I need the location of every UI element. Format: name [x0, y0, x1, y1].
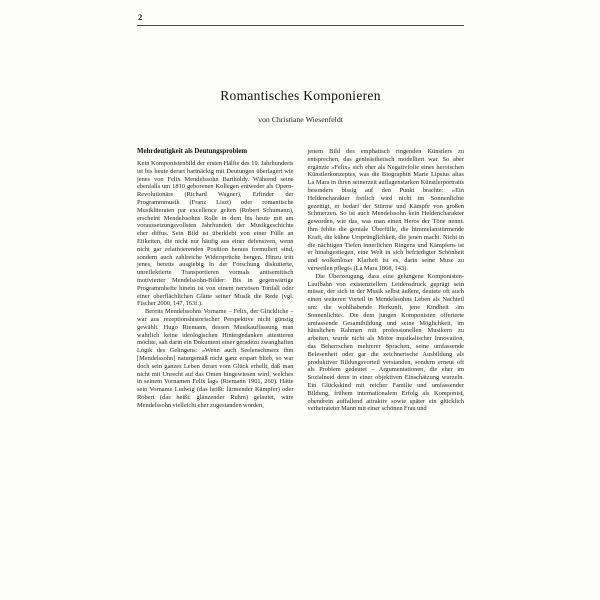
paragraph: jenem Bild des emphatisch ringenden Künstlers zu entsprechen, das genieästhetisch modelliert war. So aber ergänzte »Felix« sich eher als Negativfolie eines heroischen Künstlerkonzeptes, was die Biographin Marie Lipsius alias La Mara in ihren seinerzeit auflagenstarken Künstlerportraits besonders bissig auf den Punkt brachte: »Ein Heldencharakter freilich wird nicht im Sonnenlichte gezeitigt, er bedarf der Stürme und Kämpfe von großen Schmerzen. So ist auch Mendelssohn kein Heldencharakter geworden, wie das, was man einen Heros der Töne nennt. Ihm fehlte die geniale Überfülle, die himmelanstürmende Kraft, die kühne Ursprünglichkeit, die jenen macht. Nicht in die nächtigen Tiefen innerlichen Ringens und Kämpfens ist er hinabgestiegen, eine Welt in sich befriedigter Schönheit und wolkenloser Klarheit ist es, darin seine Muse zu verweilen pflegt« (La Mara 1868, 143).: [307, 148, 464, 272]
left-column: [137, 148, 294, 413]
page-content: [137, 12, 464, 413]
paragraph: Die Überzeugung, dass eine gelungene Komponisten-Laufbahn von existenziellem Leidensdruck geprägt sein müsse, der sich in der Musik selbst äußere, deutete oft auch einen weiteren Vorteil in Mendelssohns Leben als Nachteil um: die wohlhabende Herkunft, jene Kindheit ›im Sonnenlichte‹. Die dem jungen Komponisten offerierte umfassende Gesamtbildung und seine Möglichkeit, im häuslichen Rahmen mit professionellen Musikern zu arbeiten, wurde nicht als Motor musikalischer Innovation, das Beherrschen mehrerer Sprachen, seine umfassende Belesenheit oder gar die zeichnerische Ausbildung als produktiver Bildungsvorteil verstanden, sondern erneut oft als Problem gedeutet – Argumentationen, die eher im Sozialneid denn in einer objektiven Einschätzung wurzeln. Ein Glückskind mit reicher Familie und umfassender Bildung, frühem internationalem Erfolg als Komponist, obendrein auffallend attraktiv sowie später ein glücklich verheirateter Mann mit einer schönen Frau und: [307, 272, 464, 413]
section-heading: Mehrdeutigkeit als Deutungsproblem: [137, 148, 248, 155]
article-title: Romantisches Komponieren: [220, 88, 381, 103]
text-columns: [137, 148, 464, 413]
paragraph: Kein Komponistenbild der ersten Hälfte des 19. Jahrhunderts ist bis heute derart hartnäckig mit Deutungen überlagert wie jenes von Felix Mendelssohn Bartholdy. Während seine ebenfalls um 1810 geborenen Kollegen entweder als Opern-Revolutionäre (Richard Wagner), Erfinder der Programmmusik (Franz Liszt) oder romantische Musikliteraten par excellence gelten (Robert Schumann), erscheint Mendelssohns Rolle in dem bis heute mit am voraussetzungsvollsten Jahrhundert der Musikgeschichte eher diffus. Sein Bild ist überklebt von einer Fülle an Etiketten, die nicht nur häufig aus einer defensiven, wenn nicht gar relativierenden Position heraus formuliert sind, sondern auch zahlreiche Widersprüche bergen. Hinzu tritt jenes, bereits ausgiebig in der Forschung diskutierte, unreflektierte Transportieren vormals antisemitisch motivierter Mendelssohn-Bilder: Bis in gegenwärtige Programmhefte hinein ist von einem nervösen Tonfall oder einer oberflächlichen Glätte seiner Musik die Rede (vgl. Fischer 2000, 147, 163f.).: [137, 160, 294, 308]
right-column: [308, 148, 465, 413]
paragraph: Bereits Mendelssohns Vorname – Felix, der Glückliche – war aus rezeptionshistorischer Perspektive nicht günstig gewählt. Hugo Riemann, dessen Musikauffassung man wahrlich keine ideologischen Hintergedanken attestieren möchte, sah darin ein Dokument einer geradezu zwanghaften Logik des Gelingens: »Wenn auch Seelenschmerz ihm [Mendelssohn] naturgemäß nicht ganz erspart blieb, so war doch sein ganzes Leben derart vom Glück erhellt, daß man nicht mit Unrecht auf das Omen hingewiesen wird, welches in seinem Vornamen Felix lag« (Riemann 1901, 260). Hätte sein Vorname Ludwig (das heißt: lärmender Kämpfer) oder Robert (das heißt: glänzender Ruhm) gelautet, wäre Mendelssohn vielleicht eher zugestanden worden,: [137, 308, 294, 409]
article-byline: von Christiane Wiesenfeldt: [258, 115, 343, 124]
page-number: 2: [138, 12, 143, 22]
header-rule: [137, 25, 464, 26]
